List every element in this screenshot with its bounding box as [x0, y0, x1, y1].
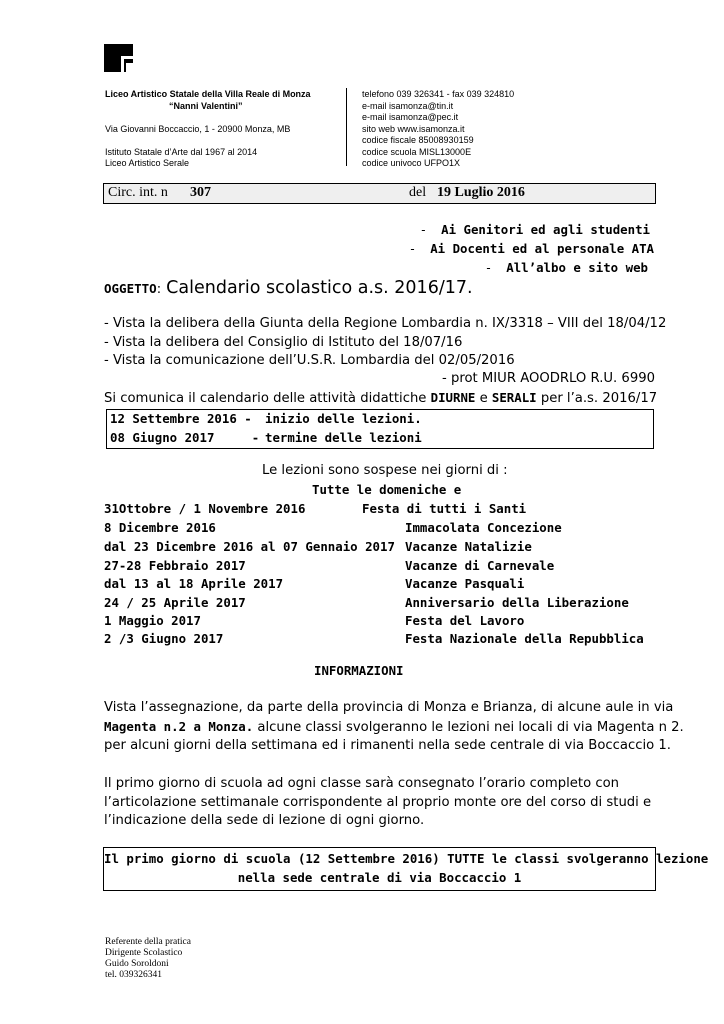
school-dedication: “Nanni Valentini”	[169, 100, 243, 111]
holiday-name: Anniversario della Liberazione	[405, 595, 629, 610]
footer-line: tel. 039326341	[105, 970, 162, 980]
comunica-line: Si comunica il calendario delle attività didattiche DIURNE e SERALI per l’a.s. 2016/17	[104, 390, 658, 406]
circular-number: 307	[190, 185, 211, 200]
school-logo	[104, 44, 133, 72]
holiday-date: 31Ottobre / 1 Novembre 2016	[104, 501, 306, 516]
reference-line: - Vista la delibera della Giunta della Regione Lombardia n. IX/3318 – VIII del 18/04/12	[104, 316, 667, 331]
contact-fiscal-code: codice fiscale 85008930159	[362, 135, 474, 145]
footer-line: Guido Soroldoni	[105, 959, 169, 969]
circular-date: 19 Luglio 2016	[437, 185, 525, 200]
school-contacts	[362, 89, 514, 170]
contact-phone: telefono 039 326341 - fax 039 324810	[362, 89, 515, 99]
info-paragraph-1: Vista l’assegnazione, da parte della provincia di Monza e Brianza, di alcune aule in via Magenta n.2 a Monza. alcune classi svolgeranno le lezioni nei locali di via Magenta n 2. per alcuni giorni della settimana ed i rimanenti nella sede centrale di via Boccaccio 1.	[104, 700, 684, 753]
holiday-date: 1 Maggio 2017	[104, 613, 201, 628]
holiday-date: 24 / 25 Aprile 2017	[104, 595, 246, 610]
recipient-1: - Ai Genitori ed agli studenti	[419, 222, 650, 237]
holiday-date: dal 23 Dicembre 2016 al 07 Gennaio 2017	[104, 539, 395, 554]
circular-del: del	[409, 185, 427, 200]
holiday-name: Festa del Lavoro	[405, 613, 525, 628]
holiday-date: 2 /3 Giugno 2017	[104, 631, 224, 646]
reference-line: - Vista la delibera del Consiglio di Istituto del 18/07/16	[104, 334, 463, 350]
school-address: Via Giovanni Boccaccio, 1 - 20900 Monza, MB	[105, 123, 291, 134]
end-label: termine delle lezioni	[265, 430, 422, 445]
subject-text: Calendario scolastico a.s. 2016/17.	[166, 278, 473, 298]
notice-line-2: nella sede centrale di via Boccaccio 1	[237, 870, 522, 885]
sospese-domeniche: Tutte le domeniche e	[312, 482, 462, 497]
reference-line: - Vista la comunicazione dell’U.S.R. Lombardia del 02/05/2016	[104, 353, 515, 368]
holiday-name: Immacolata Concezione	[405, 520, 562, 535]
notice-box	[103, 847, 709, 891]
school-name: Liceo Artistico Statale della Villa Reale di Monza	[105, 89, 311, 99]
holiday-date: 8 Dicembre 2016	[104, 520, 216, 535]
contact-pec: e-mail isamonza@pec.it	[362, 112, 459, 122]
circular-box	[103, 183, 656, 204]
school-history: Istituto Statale d’Arte dal 1967 al 2014	[105, 146, 258, 157]
key-dates-box	[106, 409, 654, 449]
school-evening: Liceo Artistico Serale	[105, 158, 190, 168]
prot-number: - prot MIUR AOODRLO R.U. 6990	[442, 371, 655, 386]
recipient-2: - Ai Docenti ed al personale ATA	[408, 241, 654, 256]
sospese-intro: Le lezioni sono sospese nei giorni di :	[262, 463, 508, 478]
contact-email: e-mail isamonza@tin.it	[362, 100, 454, 111]
start-date: 12 Settembre 2016 -	[110, 411, 252, 426]
subject: OGGETTO: Calendario scolastico a.s. 2016/17.	[104, 278, 473, 298]
holiday-list	[104, 499, 664, 649]
contact-website: sito web www.isamonza.it	[362, 123, 465, 134]
header-divider	[346, 88, 347, 166]
footer-line: Dirigente Scolastico	[105, 948, 183, 958]
recipient-3: - All’albo e sito web	[484, 260, 648, 275]
holiday-name: Vacanze di Carnevale	[405, 558, 555, 573]
footer-contact	[105, 937, 191, 981]
holiday-date: 27-28 Febbraio 2017	[104, 558, 246, 573]
holiday-name: Festa Nazionale della Repubblica	[405, 631, 644, 646]
references	[104, 315, 666, 371]
footer-line: Referente della pratica	[105, 937, 191, 947]
holiday-name: Vacanze Pasquali	[405, 576, 525, 591]
notice-line-1: Il primo giorno di scuola (12 Settembre 2016) TUTTE le classi svolgeranno lezione	[104, 851, 709, 866]
end-date: 08 Giugno 2017 -	[110, 430, 260, 445]
school-info	[105, 89, 311, 170]
holiday-date: dal 13 al 18 Aprile 2017	[104, 576, 284, 591]
info-paragraph-2: Il primo giorno di scuola ad ogni classe sarà consegnato l’orario completo con l’articolazione settimanale corrispondente al proprio monte ore del corso di studi e l’indicazione della sede di lezione di ogni giorno.	[104, 776, 652, 828]
holiday-name: Festa di tutti i Santi	[362, 501, 527, 516]
contact-unique-code: codice univoco UFPO1X	[362, 158, 461, 168]
start-label: inizio delle lezioni.	[265, 411, 422, 426]
circular-label: Circ. int. n	[108, 185, 168, 200]
info-heading: INFORMAZIONI	[314, 663, 404, 678]
holiday-name: Vacanze Natalizie	[405, 539, 532, 554]
contact-school-code: codice scuola MISL13000E	[362, 146, 472, 157]
subject-label: OGGETTO	[104, 281, 157, 296]
